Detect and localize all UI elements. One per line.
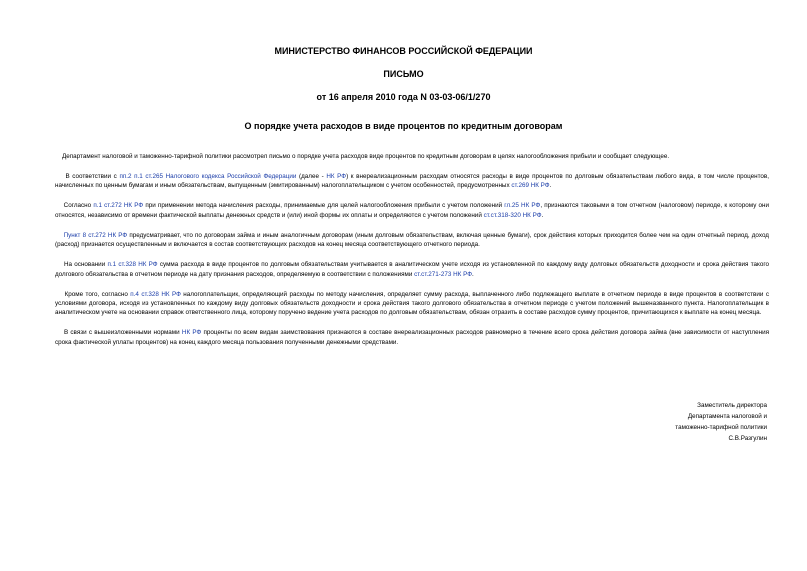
- paragraph-4: [55, 231, 769, 250]
- paragraph-5: [55, 260, 769, 279]
- signature-name: С.В.Разгулин: [728, 435, 767, 442]
- signature-block: [675, 400, 767, 444]
- signature-line-2: Департамента налоговой и: [687, 413, 767, 420]
- link-p4-st328[interactable]: п.4 ст.328 НК РФ: [130, 290, 181, 298]
- paragraph-1: [55, 152, 769, 161]
- p5-text-1: На основании: [64, 261, 108, 269]
- p3-text-1: Согласно: [63, 202, 94, 210]
- p7-text-1: В связи с вышеизложенными нормами: [63, 329, 182, 337]
- p1-text: Департамент налоговой и таможенно-тарифной политики рассмотрел письмо о порядке учета расходов виде процентов по кредитным договорам в целях налогообложения прибыли и сообщает следующее.: [62, 153, 670, 160]
- link-nk-rf-2[interactable]: НК РФ: [181, 329, 202, 337]
- p6-text-2: налогоплательщик, определяющий расходы по методу начисления, определяет сумму расхода, выплаченного либо подлежащего выплате в отчетном периоде в виде процентов в соответствии с условиями договора, исходя из установленных по каждому виду долговых обязательств доходности и срока действия такого долгового обязательства в отчетном периоде с учетом положений вышеназванного пункта. Налогоплательщик в аналитическом учете на основании справок ответственного лица, которому поручено ведение учета расходов по долговым обязательствам, обязан отразить в составе расходов сумму процентов, причитающихся к выплате на конец месяца.: [55, 290, 769, 317]
- p2-text-1: В соответствии с: [65, 173, 120, 180]
- link-st271-273[interactable]: ст.ст.271-273 НК РФ: [414, 270, 473, 278]
- ministry-title: МИНИСТЕРСТВО ФИНАНСОВ РОССИЙСКОЙ ФЕДЕРАЦИИ: [274, 46, 533, 56]
- paragraph-2: [55, 172, 769, 191]
- link-p8-st272[interactable]: Пункт 8 ст.272 НК РФ: [63, 231, 128, 239]
- link-pp2-p1-st265[interactable]: пп.2 п.1 ст.265 Налогового кодекса Российской Федерации: [119, 173, 297, 180]
- p3-text-3: , признаются таковыми в том отчетном (налоговом) периоде, к которому они относятся, независимо от времени фактической выплаты денежных средств и (или) иной формы их оплаты и определяются с учетом положений: [55, 202, 769, 219]
- p2-text-4: .: [549, 182, 552, 190]
- document-subject: О порядке учета расходов в виде процентов по кредитным договорам: [244, 121, 563, 131]
- p2-text-2: (далее -: [296, 173, 327, 180]
- link-p1-st272[interactable]: п.1 ст.272 НК РФ: [93, 202, 144, 210]
- document-date: от 16 апреля 2010 года N 03-03-06/1/270: [316, 92, 491, 102]
- p7-text-2: проценты по всем видам заимствования признаются в составе внереализационных расходов равномерно в течение всего срока действия договора займа (вне зависимости от наступления срока фактической уплаты процентов) на конец каждого месяца пользования полученными денежными средствами.: [55, 329, 770, 346]
- link-p1-st328[interactable]: п.1 ст.328 НК РФ: [107, 261, 158, 269]
- link-st318-320[interactable]: ст.ст.318-320 НК РФ: [483, 211, 542, 219]
- link-gl25[interactable]: гл.25 НК РФ: [504, 202, 541, 210]
- p4-text-1: предусматривает, что по договорам займа и иным аналогичным договорам (иным долговым обязательствам, включая ценные бумаги), срок действия которых приходится более чем на один отчетный период, доход (расход) признается осуществленным и включается в состав соответствующих расходов на конец месяца соответствующего отчетного периода.: [55, 231, 769, 249]
- paragraph-7: [55, 328, 769, 347]
- p5-text-3: .: [472, 270, 474, 278]
- link-nk-rf[interactable]: НК РФ: [326, 173, 347, 180]
- document-body: [55, 152, 769, 358]
- p2-text-3: ) к внереализационным расходам относятся расходы в виде процентов по долговым обязательствам любого вида, в том числе процентов, начисленных по ценным бумагам и иным обязательствам, выпущенным (эмитированным) налогоплательщиком с учетом особенностей, предусмотренных: [55, 173, 770, 190]
- paragraph-3: [55, 201, 769, 220]
- document-type: ПИСЬМО: [383, 69, 424, 79]
- p6-text-1: Кроме того, согласно: [64, 290, 131, 298]
- p5-text-2: сумма расхода в виде процентов по долговым обязательствам учитывается в аналитическом учете исходя из установленной по каждому виду долговых обязательств доходности и срока действия такого долгового обязательства в отчетном периоде на дату признания расходов, определяемую в соответствии с положениями: [55, 261, 770, 278]
- p3-text-2: при применении метода начисления расходы, принимаемые для целей налогообложения прибыли с учетом положений: [143, 202, 505, 210]
- link-st269[interactable]: ст.269 НК РФ: [511, 182, 550, 190]
- paragraph-6: [55, 290, 769, 318]
- signature-line-1: Заместитель директора: [697, 402, 767, 409]
- signature-line-3: таможенно-тарифной политики: [675, 424, 767, 431]
- p3-text-4: .: [541, 211, 544, 219]
